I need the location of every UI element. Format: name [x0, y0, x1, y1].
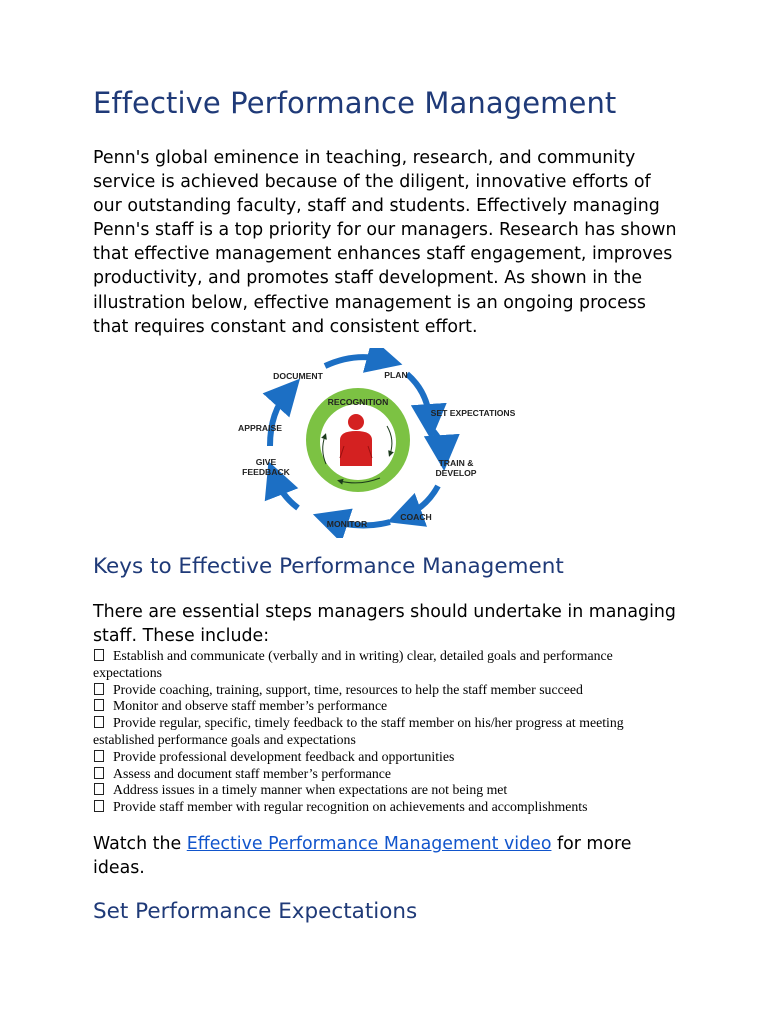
watch-paragraph: Watch the Effective Performance Management video for more ideas.: [93, 834, 632, 879]
page-title: Effective Performance Management: [93, 86, 617, 120]
keys-intro: There are essential steps managers should undertake in managing staff. These include:: [93, 602, 676, 647]
checkbox-glyph-icon: [94, 649, 104, 661]
checkbox-glyph-icon: [94, 767, 104, 779]
steps-list: [93, 648, 683, 816]
checkbox-glyph-icon: [94, 750, 104, 762]
label-train-develop-2: DEVELOP: [435, 468, 477, 478]
arrow-monitor-feedback: [275, 478, 298, 508]
list-item: Monitor and observe staff member’s performance: [93, 698, 683, 715]
arrow-plan-set: [407, 374, 430, 422]
set-expectations-heading: Set Performance Expectations: [93, 899, 418, 924]
label-recognition: RECOGNITION: [327, 397, 389, 407]
label-coach: COACH: [400, 512, 432, 522]
list-item: Provide coaching, training, support, time, resources to help the staff member succeed: [93, 682, 683, 699]
checkbox-glyph-icon: [94, 716, 104, 728]
label-document: DOCUMENT: [273, 371, 323, 381]
arrow-document-plan: [325, 357, 385, 366]
list-item: Provide regular, specific, timely feedback to the staff member on his/her progress at meeting established performance goals and expectations: [93, 715, 624, 747]
performance-cycle-diagram: [230, 348, 530, 538]
label-set-expectations: SET EXPECTATIONS: [430, 408, 516, 418]
arrow-set-train: [428, 426, 443, 453]
list-item: Establish and communicate (verbally and in writing) clear, detailed goals and performance expectations: [93, 648, 613, 680]
list-item: Provide staff member with regular recognition on achievements and accomplishments: [93, 799, 683, 816]
keys-heading: Keys to Effective Performance Management: [93, 554, 564, 579]
intro-paragraph: Penn's global eminence in teaching, research, and community service is achieved because of the diligent, innovative efforts of our outstanding faculty, staff and students. Effectively managing Penn's staff is a top priority for our managers. Research has shown that effective management enhances staff engagement, improves productivity, and promotes staff development. As shown in the illustration below, effective management is an ongoing process that requires constant and consistent effort.: [93, 148, 677, 337]
checkbox-glyph-icon: [94, 800, 104, 812]
checkbox-glyph-icon: [94, 699, 104, 711]
list-item: Assess and document staff member’s performance: [93, 766, 683, 783]
arrow-appraise-document: [270, 392, 288, 446]
label-give-feedback-1: GIVE: [255, 457, 277, 467]
video-link[interactable]: Effective Performance Management video: [186, 834, 552, 854]
label-plan: PLAN: [384, 370, 408, 380]
list-item: Address issues in a timely manner when expectations are not being met: [93, 782, 683, 799]
checkbox-glyph-icon: [94, 683, 104, 695]
label-appraise: APPRAISE: [238, 423, 282, 433]
list-item: Provide professional development feedback and opportunities: [93, 749, 683, 766]
label-train-develop-1: TRAIN &: [438, 458, 474, 468]
label-monitor: MONITOR: [326, 519, 368, 529]
label-give-feedback-2: FEEDBACK: [242, 467, 290, 477]
checkbox-glyph-icon: [94, 783, 104, 795]
